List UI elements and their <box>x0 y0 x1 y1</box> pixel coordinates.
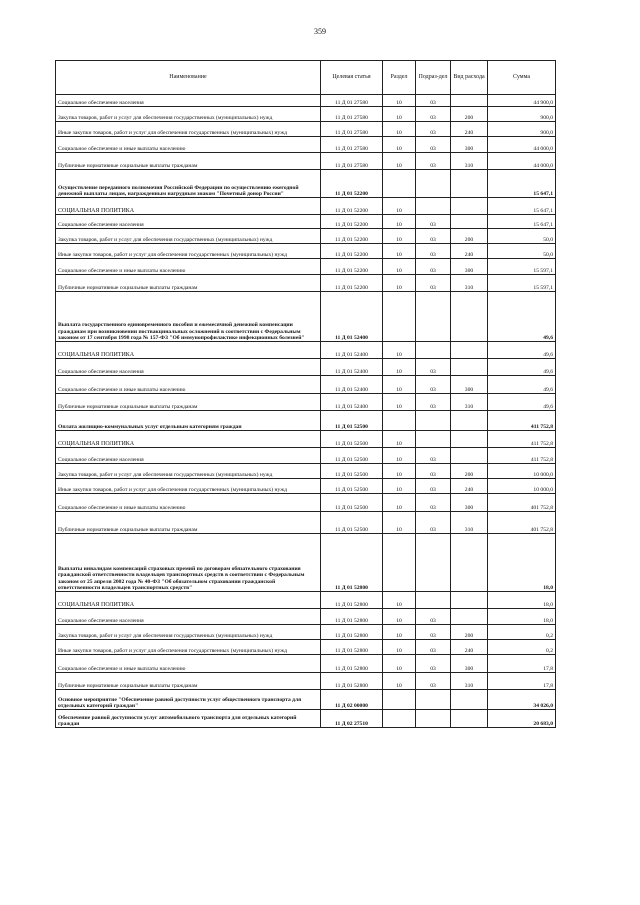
cell-subsection <box>416 592 451 609</box>
cell-type: 300 <box>451 259 488 275</box>
cell-code: 11 Д 01 27580 <box>321 137 383 153</box>
header-type: Вид расхода <box>451 61 488 95</box>
cell-subsection: 03 <box>416 394 451 411</box>
cell-name: Иные закупки товаров, работ и услуг для обеспечения государственных (муниципальных) нужд <box>56 479 321 494</box>
cell-subsection <box>416 690 451 710</box>
cell-section <box>383 710 416 728</box>
cell-code: 11 Д 01 52400 <box>321 359 383 376</box>
table-row <box>56 494 556 512</box>
table-row <box>56 534 556 592</box>
cell-code: 11 Д 01 52500 <box>321 448 383 464</box>
cell-name: Социальное обеспечение населения <box>56 448 321 464</box>
table-row <box>56 411 556 431</box>
cell-section: 10 <box>383 448 416 464</box>
cell-name: Публичные нормативные социальные выплаты гражданам <box>56 153 321 170</box>
cell-sum: 44 900,0 <box>488 95 556 107</box>
cell-code: 11 Д 01 27580 <box>321 122 383 137</box>
cell-section: 10 <box>383 625 416 640</box>
table-row <box>56 215 556 229</box>
cell-type: 240 <box>451 479 488 494</box>
cell-section: 10 <box>383 494 416 512</box>
cell-sum: 10 000,0 <box>488 479 556 494</box>
cell-type: 310 <box>451 394 488 411</box>
cell-sum: 50,0 <box>488 229 556 244</box>
cell-section: 10 <box>383 244 416 259</box>
cell-sum: 0,2 <box>488 640 556 655</box>
cell-code: 11 Д 01 52800 <box>321 592 383 609</box>
cell-code: 11 Д 01 52800 <box>321 640 383 655</box>
cell-name: Публичные нормативные социальные выплаты гражданам <box>56 673 321 690</box>
cell-code: 11 Д 01 52200 <box>321 244 383 259</box>
cell-section: 10 <box>383 673 416 690</box>
cell-code: 11 Д 01 52500 <box>321 494 383 512</box>
cell-sum: 49,6 <box>488 292 556 342</box>
cell-subsection <box>416 411 451 431</box>
cell-code: 11 Д 01 52200 <box>321 229 383 244</box>
cell-sum: 50,0 <box>488 244 556 259</box>
cell-section: 10 <box>383 122 416 137</box>
cell-type <box>451 170 488 198</box>
cell-type <box>451 215 488 229</box>
cell-sum: 49,6 <box>488 376 556 394</box>
table-header-row <box>56 61 556 95</box>
cell-type <box>451 431 488 448</box>
cell-sum: 411 752,8 <box>488 411 556 431</box>
cell-section: 10 <box>383 215 416 229</box>
cell-sum: 49,6 <box>488 342 556 359</box>
cell-sum: 18,0 <box>488 534 556 592</box>
cell-name: Закупка товаров, работ и услуг для обеспечения государственных (муниципальных) нужд <box>56 229 321 244</box>
cell-section: 10 <box>383 609 416 625</box>
table-row <box>56 275 556 292</box>
cell-code: 11 Д 01 52400 <box>321 342 383 359</box>
cell-name: Социальное обеспечение и иные выплаты населению <box>56 259 321 275</box>
table-row <box>56 244 556 259</box>
cell-type: 300 <box>451 655 488 673</box>
cell-sum: 15 647,1 <box>488 198 556 215</box>
cell-name: Социальное обеспечение и иные выплаты населению <box>56 655 321 673</box>
cell-code: 11 Д 01 27580 <box>321 153 383 170</box>
cell-name: Иные закупки товаров, работ и услуг для обеспечения государственных (муниципальных) нужд <box>56 640 321 655</box>
cell-code: 11 Д 01 52400 <box>321 394 383 411</box>
cell-name: Основное мероприятие "Обеспечение равной доступности услуг общественного транспорта для отдельных категорий граждан" <box>56 690 321 710</box>
cell-section: 10 <box>383 275 416 292</box>
cell-name: Иные закупки товаров, работ и услуг для обеспечения государственных (муниципальных) нужд <box>56 122 321 137</box>
cell-name: Социальное обеспечение населения <box>56 95 321 107</box>
table-row <box>56 592 556 609</box>
cell-name: Социальное обеспечение населения <box>56 609 321 625</box>
cell-type: 200 <box>451 464 488 479</box>
cell-section: 10 <box>383 376 416 394</box>
table-row <box>56 673 556 690</box>
cell-type: 310 <box>451 153 488 170</box>
cell-sum: 44 000,0 <box>488 153 556 170</box>
cell-sum: 17,8 <box>488 673 556 690</box>
cell-type: 310 <box>451 275 488 292</box>
table-row <box>56 259 556 275</box>
cell-section: 10 <box>383 431 416 448</box>
cell-section: 10 <box>383 512 416 534</box>
cell-code: 11 Д 01 52400 <box>321 376 383 394</box>
cell-name: СОЦИАЛЬНАЯ ПОЛИТИКА <box>56 342 321 359</box>
cell-code: 11 Д 01 27580 <box>321 95 383 107</box>
cell-sum: 15 597,1 <box>488 275 556 292</box>
cell-type: 300 <box>451 137 488 153</box>
cell-subsection: 03 <box>416 625 451 640</box>
table-row <box>56 359 556 376</box>
cell-subsection: 03 <box>416 275 451 292</box>
cell-type: 310 <box>451 673 488 690</box>
table-row <box>56 710 556 728</box>
cell-type <box>451 198 488 215</box>
cell-sum: 0,2 <box>488 625 556 640</box>
table-row <box>56 448 556 464</box>
cell-type: 240 <box>451 244 488 259</box>
cell-sum: 10 000,0 <box>488 464 556 479</box>
cell-subsection: 03 <box>416 655 451 673</box>
cell-subsection: 03 <box>416 640 451 655</box>
cell-code: 11 Д 01 52500 <box>321 411 383 431</box>
cell-sum: 900,0 <box>488 107 556 122</box>
cell-subsection: 03 <box>416 376 451 394</box>
cell-code: 11 Д 01 52500 <box>321 431 383 448</box>
cell-section: 10 <box>383 95 416 107</box>
table-row <box>56 122 556 137</box>
cell-section: 10 <box>383 359 416 376</box>
cell-subsection: 03 <box>416 122 451 137</box>
cell-type: 200 <box>451 107 488 122</box>
header-section: Раздел <box>383 61 416 95</box>
cell-sum: 900,0 <box>488 122 556 137</box>
cell-code: 11 Д 02 27510 <box>321 710 383 728</box>
cell-type <box>451 359 488 376</box>
table-row <box>56 655 556 673</box>
cell-subsection: 03 <box>416 464 451 479</box>
cell-section: 10 <box>383 107 416 122</box>
cell-subsection <box>416 342 451 359</box>
cell-type: 300 <box>451 494 488 512</box>
cell-type: 200 <box>451 625 488 640</box>
cell-name: Публичные нормативные социальные выплаты гражданам <box>56 512 321 534</box>
cell-code: 11 Д 01 52500 <box>321 479 383 494</box>
cell-subsection: 03 <box>416 479 451 494</box>
cell-subsection: 03 <box>416 673 451 690</box>
cell-name: Социальное обеспечение и иные выплаты населению <box>56 137 321 153</box>
cell-section: 10 <box>383 137 416 153</box>
cell-name: Обеспечение равной доступности услуг автомобильного транспорта для отдельных категорий граждан <box>56 710 321 728</box>
cell-subsection: 03 <box>416 215 451 229</box>
header-code: Целевая статья <box>321 61 383 95</box>
cell-code: 11 Д 01 52200 <box>321 170 383 198</box>
cell-sum: 49,6 <box>488 394 556 411</box>
cell-code: 11 Д 01 27580 <box>321 107 383 122</box>
cell-name: Публичные нормативные социальные выплаты гражданам <box>56 275 321 292</box>
cell-code: 11 Д 01 52500 <box>321 464 383 479</box>
cell-code: 11 Д 01 52800 <box>321 625 383 640</box>
table-row <box>56 376 556 394</box>
cell-sum: 411 752,8 <box>488 431 556 448</box>
cell-code: 11 Д 01 52800 <box>321 673 383 690</box>
cell-subsection: 03 <box>416 137 451 153</box>
cell-section <box>383 534 416 592</box>
table-row <box>56 229 556 244</box>
cell-type: 240 <box>451 640 488 655</box>
cell-name: СОЦИАЛЬНАЯ ПОЛИТИКА <box>56 431 321 448</box>
table-row <box>56 153 556 170</box>
cell-name: Выплаты инвалидам компенсаций страховых премий по договорам обязательного страхования гражданской ответственности владельцев транспортных средств в соответствии с Федеральным законом от 25 апреля 2002 года № 40-ФЗ "Об обязательном страховании гражданской ответственности владельцев транспортных средств" <box>56 534 321 592</box>
cell-subsection <box>416 292 451 342</box>
table-row <box>56 690 556 710</box>
cell-name: Социальное обеспечение и иные выплаты населению <box>56 376 321 394</box>
cell-section: 10 <box>383 640 416 655</box>
cell-section: 10 <box>383 229 416 244</box>
cell-subsection: 03 <box>416 494 451 512</box>
cell-section: 10 <box>383 655 416 673</box>
cell-name: Закупка товаров, работ и услуг для обеспечения государственных (муниципальных) нужд <box>56 464 321 479</box>
cell-type <box>451 292 488 342</box>
cell-name: Публичные нормативные социальные выплаты гражданам <box>56 394 321 411</box>
table-row <box>56 170 556 198</box>
cell-sum: 401 752,8 <box>488 512 556 534</box>
cell-section <box>383 690 416 710</box>
cell-sum: 18,0 <box>488 609 556 625</box>
cell-code: 11 Д 01 52200 <box>321 259 383 275</box>
cell-sum: 411 752,8 <box>488 448 556 464</box>
cell-code: 11 Д 01 52800 <box>321 534 383 592</box>
cell-subsection: 03 <box>416 107 451 122</box>
cell-subsection <box>416 431 451 448</box>
cell-sum: 18,0 <box>488 592 556 609</box>
table-row <box>56 107 556 122</box>
cell-name: СОЦИАЛЬНАЯ ПОЛИТИКА <box>56 592 321 609</box>
cell-code: 11 Д 01 52500 <box>321 512 383 534</box>
cell-sum: 15 597,1 <box>488 259 556 275</box>
cell-subsection <box>416 198 451 215</box>
cell-subsection: 03 <box>416 229 451 244</box>
cell-sum: 20 683,0 <box>488 710 556 728</box>
cell-section: 10 <box>383 394 416 411</box>
table-row <box>56 625 556 640</box>
page-number: 359 <box>314 27 326 36</box>
cell-name: Оплата жилищно-коммунальных услуг отдельным категориям граждан <box>56 411 321 431</box>
cell-type <box>451 592 488 609</box>
cell-sum: 34 026,0 <box>488 690 556 710</box>
cell-section <box>383 411 416 431</box>
table-row <box>56 464 556 479</box>
cell-type: 310 <box>451 512 488 534</box>
cell-name: СОЦИАЛЬНАЯ ПОЛИТИКА <box>56 198 321 215</box>
cell-name: Закупка товаров, работ и услуг для обеспечения государственных (муниципальных) нужд <box>56 107 321 122</box>
header-subsection: Подраз-дел <box>416 61 451 95</box>
cell-subsection: 03 <box>416 259 451 275</box>
cell-sum: 44 000,0 <box>488 137 556 153</box>
cell-section <box>383 170 416 198</box>
cell-section: 10 <box>383 259 416 275</box>
cell-subsection <box>416 534 451 592</box>
cell-name: Осуществление переданного полномочия Российской Федерации по осуществлению ежегодной денежной выплаты лицам, награжденным нагрудным знаком "Почетный донор России" <box>56 170 321 198</box>
cell-section: 10 <box>383 479 416 494</box>
cell-type: 240 <box>451 122 488 137</box>
table-row <box>56 95 556 107</box>
table-row <box>56 431 556 448</box>
table-row <box>56 198 556 215</box>
cell-sum: 17,8 <box>488 655 556 673</box>
cell-name: Социальное обеспечение населения <box>56 215 321 229</box>
cell-type <box>451 534 488 592</box>
cell-code: 11 Д 01 52800 <box>321 655 383 673</box>
cell-sum: 15 647,1 <box>488 215 556 229</box>
header-name: Наименование <box>56 61 321 95</box>
table-row <box>56 137 556 153</box>
cell-name: Закупка товаров, работ и услуг для обеспечения государственных (муниципальных) нужд <box>56 625 321 640</box>
table-row <box>56 342 556 359</box>
cell-code: 11 Д 02 00000 <box>321 690 383 710</box>
table-body <box>56 95 556 728</box>
cell-code: 11 Д 01 52200 <box>321 215 383 229</box>
cell-type <box>451 95 488 107</box>
cell-code: 11 Д 01 52800 <box>321 609 383 625</box>
header-sum: Сумма <box>488 61 556 95</box>
table-row <box>56 512 556 534</box>
cell-section: 10 <box>383 342 416 359</box>
cell-subsection: 03 <box>416 512 451 534</box>
table-row <box>56 640 556 655</box>
cell-type: 300 <box>451 376 488 394</box>
cell-type <box>451 690 488 710</box>
cell-subsection: 03 <box>416 244 451 259</box>
cell-subsection: 03 <box>416 95 451 107</box>
cell-code: 11 Д 01 52200 <box>321 198 383 215</box>
cell-subsection <box>416 710 451 728</box>
cell-name: Иные закупки товаров, работ и услуг для обеспечения государственных (муниципальных) нужд <box>56 244 321 259</box>
cell-name: Социальное обеспечение населения <box>56 359 321 376</box>
table-row <box>56 394 556 411</box>
cell-section: 10 <box>383 464 416 479</box>
table-row <box>56 609 556 625</box>
cell-subsection: 03 <box>416 609 451 625</box>
cell-type <box>451 411 488 431</box>
cell-section: 10 <box>383 153 416 170</box>
cell-section <box>383 292 416 342</box>
cell-section: 10 <box>383 592 416 609</box>
cell-subsection: 03 <box>416 359 451 376</box>
table-row <box>56 292 556 342</box>
cell-code: 11 Д 01 52400 <box>321 292 383 342</box>
cell-name: Социальное обеспечение и иные выплаты населению <box>56 494 321 512</box>
cell-type <box>451 710 488 728</box>
cell-sum: 401 752,8 <box>488 494 556 512</box>
cell-type: 200 <box>451 229 488 244</box>
budget-table <box>55 60 556 728</box>
cell-sum: 49,6 <box>488 359 556 376</box>
table-row <box>56 479 556 494</box>
cell-type <box>451 448 488 464</box>
cell-subsection: 03 <box>416 153 451 170</box>
cell-type <box>451 342 488 359</box>
cell-type <box>451 609 488 625</box>
cell-subsection: 03 <box>416 448 451 464</box>
cell-name: Выплата государственного единовременного пособия и ежемесячной денежной компенсации гражданам при возникновении поствакцинальных осложнений в соответствии с Федеральным законом от 17 сентября 1998 года № 157-ФЗ "Об иммунопрофилактике инфекционных болезней" <box>56 292 321 342</box>
cell-code: 11 Д 01 52200 <box>321 275 383 292</box>
cell-subsection <box>416 170 451 198</box>
cell-section: 10 <box>383 198 416 215</box>
cell-sum: 15 647,1 <box>488 170 556 198</box>
